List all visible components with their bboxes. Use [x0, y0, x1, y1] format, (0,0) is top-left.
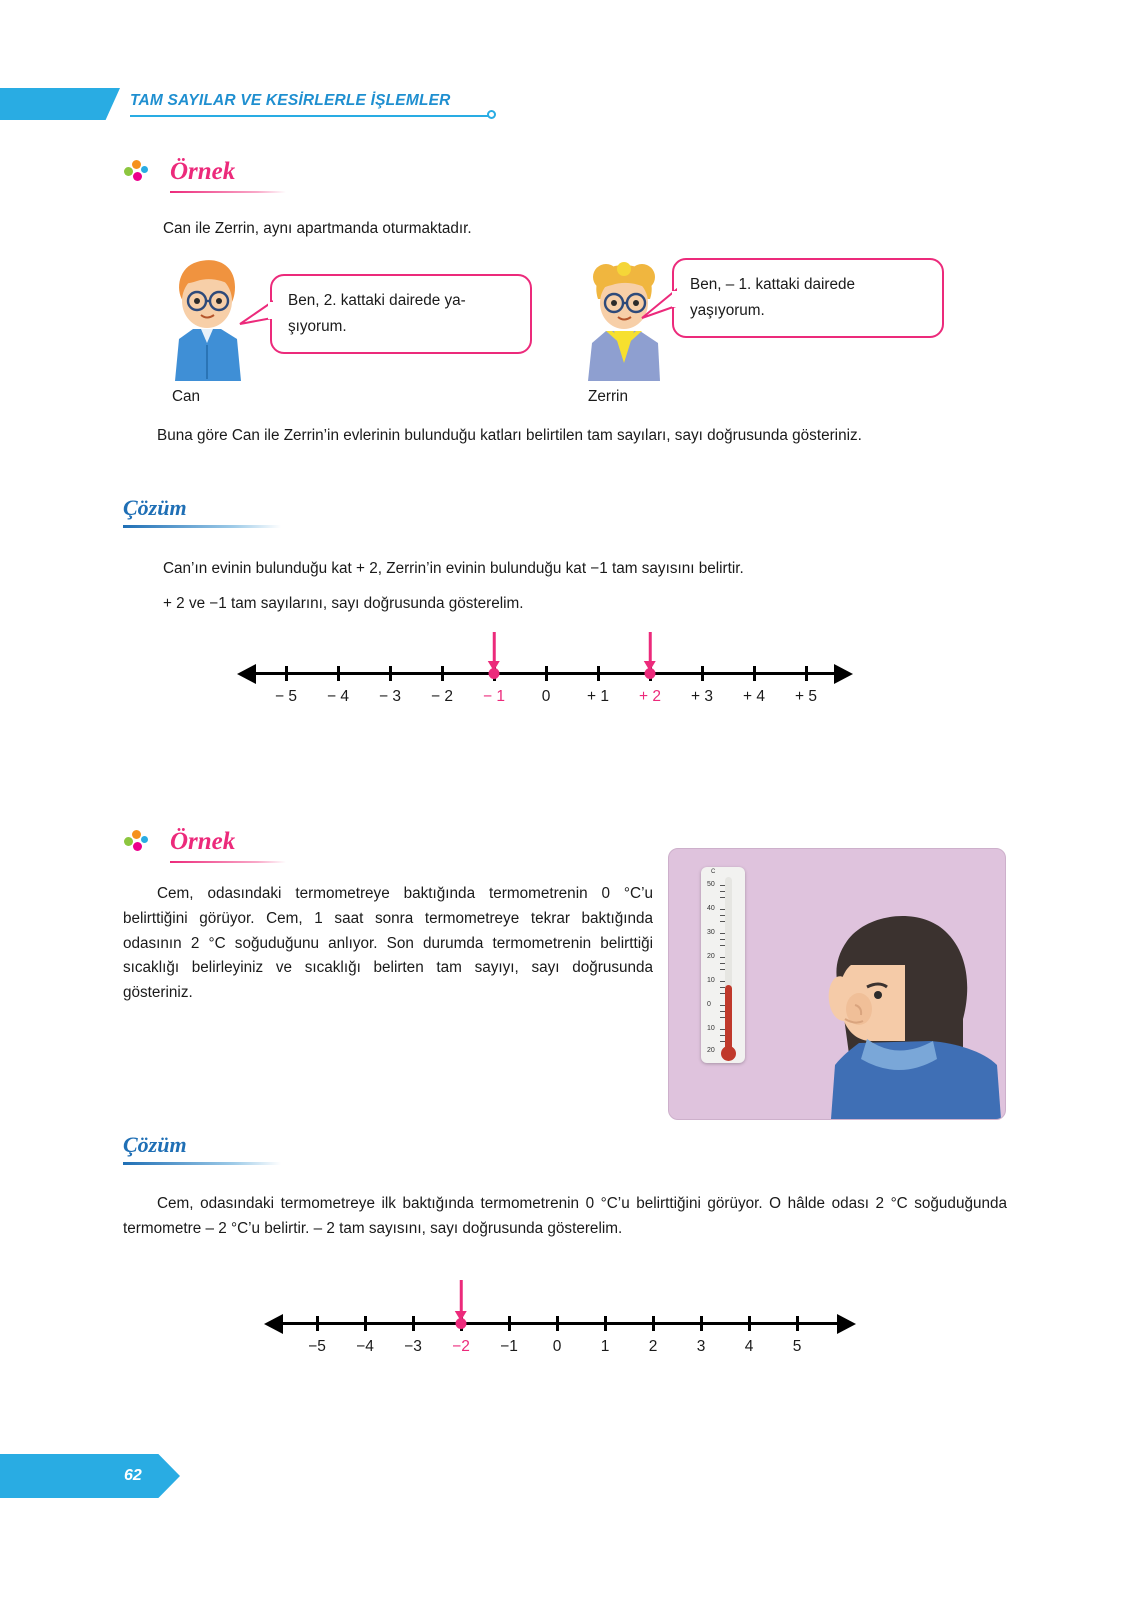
number-line-2-label-7: 2	[648, 1338, 658, 1355]
girl-name-label: Zerrin	[588, 388, 628, 405]
dots-icon	[124, 158, 152, 186]
number-line-1-label-4: − 1	[483, 688, 505, 705]
thermometer-illustration	[668, 848, 1006, 1120]
number-line-1-label-0: − 5	[275, 688, 297, 705]
number-line-1-label-3: − 2	[431, 688, 453, 705]
boy-speech-bubble	[270, 274, 532, 354]
number-line-1-arrow-left	[237, 664, 256, 684]
example-1-question	[123, 424, 1007, 449]
number-line-2-label-6: 1	[600, 1338, 610, 1355]
number-line-2-label-10: 5	[792, 1338, 802, 1355]
boy-bubble-line-2: şıyorum.	[288, 318, 347, 335]
number-line-1-label-6: + 1	[587, 688, 609, 705]
solution-1-heading	[123, 495, 187, 521]
header-underline	[130, 115, 488, 117]
thermometer-bulb	[721, 1046, 736, 1061]
example-1-question-text: Buna göre Can ile Zerrin’in evlerinin bulunduğu katları belirtilen tam sayıları, sayı doğrusunda gösteriniz.	[157, 427, 862, 444]
number-line-2-label-9: 4	[744, 1338, 754, 1355]
thermometer-scale-5: 0	[707, 1001, 711, 1008]
girl-bubble-line-1: Ben, – 1. kattaki dairede	[690, 276, 855, 293]
thermometer-unit-label: C	[711, 869, 716, 875]
example-1-rule	[170, 191, 286, 194]
boy-looking-avatar	[755, 869, 1005, 1119]
solution-1-line-2: + 2 ve −1 tam sayılarını, sayı doğrusunda gösterelim.	[163, 595, 524, 612]
girl-bubble-tail	[640, 288, 682, 322]
number-line-2-arrow-left	[264, 1314, 283, 1334]
example-1-intro: Can ile Zerrin, aynı apartmanda oturmaktadır.	[163, 220, 472, 237]
number-line-2-label-4: −1	[500, 1338, 518, 1355]
solution-2-rule	[123, 1162, 281, 1165]
solution-2-label: Çözüm	[123, 1132, 187, 1157]
footer-accent-bar	[0, 1454, 180, 1498]
solution-2-heading	[123, 1132, 187, 1158]
example-2-paragraph	[123, 882, 653, 1006]
example-2-heading	[124, 828, 235, 856]
thermometer-body	[701, 867, 745, 1063]
number-line-2-label-5: 0	[552, 1338, 562, 1355]
number-line-2-label-2: −3	[404, 1338, 422, 1355]
solution-1-rule	[123, 525, 281, 528]
thermometer-mercury	[725, 985, 732, 1055]
number-line-2-label-0: −5	[308, 1338, 326, 1355]
page-title: TAM SAYILAR VE KESİRLERLE İŞLEMLER	[130, 92, 451, 109]
boy-bubble-tail	[238, 300, 278, 328]
number-line-1-label-10: + 5	[795, 688, 817, 705]
number-line-1-label-2: − 3	[379, 688, 401, 705]
dots-icon	[124, 828, 152, 856]
page-number: 62	[124, 1467, 142, 1484]
number-line-1-pointer-minus-1	[493, 632, 496, 662]
example-2-rule	[170, 861, 286, 864]
number-line-1-arrow-right	[834, 664, 853, 684]
number-line-1-label-1: − 4	[327, 688, 349, 705]
number-line-2-label-1: −4	[356, 1338, 374, 1355]
number-line-1-label-9: + 4	[743, 688, 765, 705]
thermometer-scale-0: 50	[707, 881, 715, 888]
solution-1-line-1: Can’ın evinin bulunduğu kat + 2, Zerrin’in evinin bulunduğu kat −1 tam sayısını belirtir.	[163, 560, 744, 577]
example-1-label: Örnek	[170, 158, 236, 185]
number-line-1-pointer-plus-2	[649, 632, 652, 662]
thermometer-scale-3: 20	[707, 953, 715, 960]
solution-2-paragraph-text: Cem, odasındaki termometreye ilk baktığında termometrenin 0 °C’u belirttiğini görüyor. O hâlde odası 2 °C soğuduğunda termometre – 2 °C’u belirtir. – 2 tam sayısını, sayı doğrusunda gösterelim.	[123, 1195, 1007, 1237]
number-line-2-pointer-minus-2	[460, 1280, 463, 1312]
thermometer-scale-7: 20	[707, 1047, 715, 1054]
number-line-1-label-5: 0	[541, 688, 551, 705]
girl-speech-bubble	[672, 258, 944, 338]
solution-2-paragraph	[123, 1192, 1007, 1242]
number-line-2-label-8: 3	[696, 1338, 706, 1355]
thermometer-scale-4: 10	[707, 977, 715, 984]
boy-name-label: Can	[172, 388, 201, 405]
girl-bubble-line-2: yaşıyorum.	[690, 302, 765, 319]
thermometer-scale-2: 30	[707, 929, 715, 936]
number-line-2-label-3: −2	[452, 1338, 470, 1355]
solution-1-label: Çözüm	[123, 495, 187, 520]
header-dot-icon	[487, 110, 496, 119]
thermometer-scale-6: 10	[707, 1025, 715, 1032]
example-1-heading	[124, 158, 235, 186]
number-line-1-label-8: + 3	[691, 688, 713, 705]
boy-bubble-line-1: Ben, 2. kattaki dairede ya-	[288, 292, 466, 309]
number-line-1-label-7: + 2	[639, 688, 661, 705]
example-2-label: Örnek	[170, 828, 236, 855]
number-line-2-arrow-right	[837, 1314, 856, 1334]
header-accent-bar	[0, 88, 120, 120]
thermometer-scale-1: 40	[707, 905, 715, 912]
example-2-paragraph-text: Cem, odasındaki termometreye baktığında termometrenin 0 °C’u belirttiğini görüyor. Cem, 1 saat sonra termometreye tekrar baktığında odasının 2 °C soğuduğunu anlıyor. Son durumda termometrenin belirttiği sıcaklığı belirleyiniz ve sıcaklığı belirten tam sayıyı, sayı doğrusunda gösteriniz.	[123, 885, 653, 1002]
